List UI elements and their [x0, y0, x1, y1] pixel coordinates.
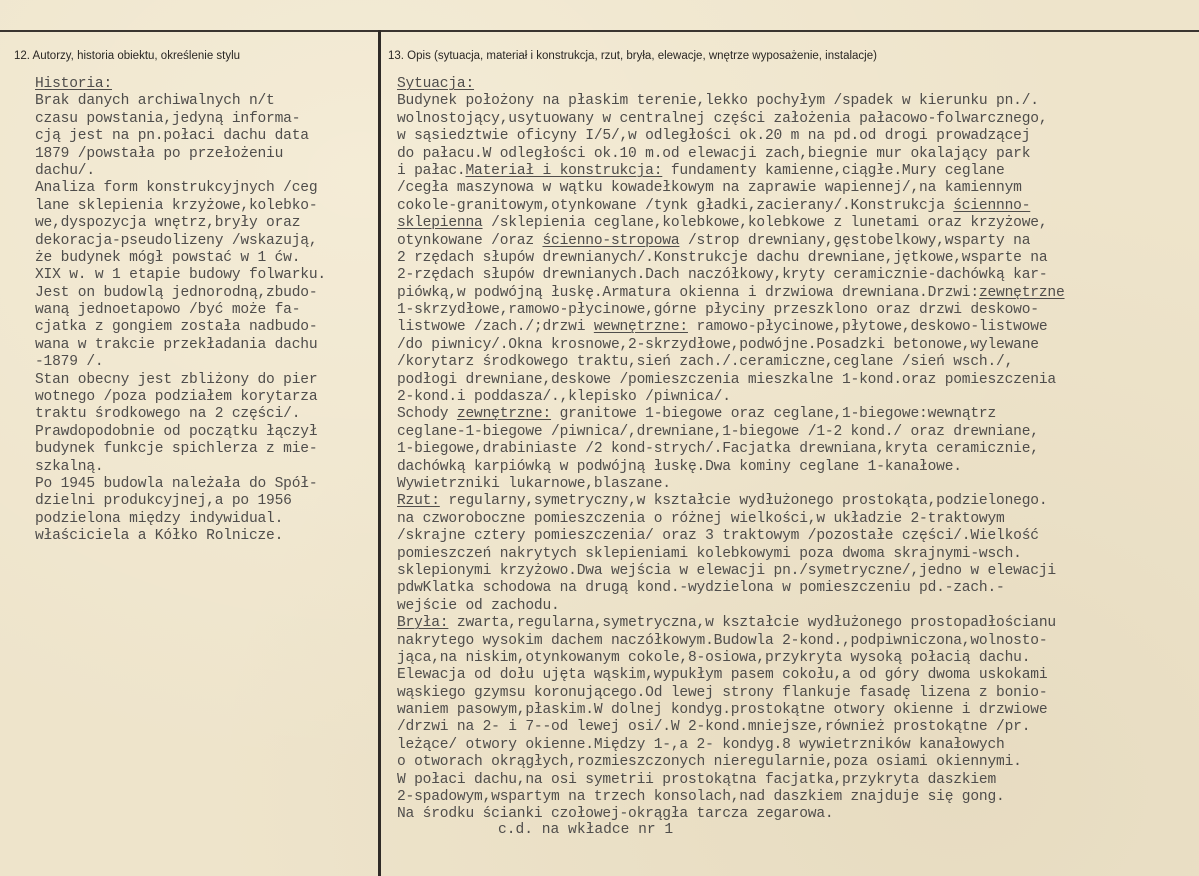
text-segment: o otworach okrągłych,rozmieszczonych nieregularnie,poza osiami okiennymi. — [397, 754, 1022, 771]
text-line — [35, 128, 373, 145]
underlined-heading: Historia: — [35, 76, 113, 92]
text-line — [397, 354, 1197, 371]
text-segment: cokole-granitowym,otynkowane /tynk gładki,zacierany/.Konstrukcja — [397, 197, 954, 214]
text-line — [35, 146, 373, 163]
text-segment: piówką,w podwójną łuskę.Armatura okienna i drzwiowa drewniana.Drzwi: — [397, 284, 979, 301]
text-segment: sklepionymi krzyżowo.Dwa wejścia w elewacji pn./symetryczne/,jedno w elewacji — [397, 562, 1056, 579]
text-segment: budynek funkcje spichlerza z mie- — [35, 441, 318, 458]
text-segment: wąskiego gzymsu koronującego.Od lewej strony flankuje fasadę lizena z bonio- — [397, 684, 1048, 701]
text-line — [35, 93, 373, 110]
text-segment: Budynek położony na płaskim terenie,lekko pochyłym /spadek w kierunku pn./. — [397, 93, 1039, 110]
text-line — [35, 215, 373, 232]
text-segment: Schody — [397, 406, 457, 423]
underlined-heading: Sytuacja: — [397, 76, 475, 92]
text-line — [397, 528, 1197, 545]
underlined-heading: zewnętrzne: — [456, 406, 552, 423]
text-line — [397, 198, 1197, 215]
text-line — [35, 406, 373, 423]
section-header-description: 13. Opis (sytuacja, materiał i konstrukcja, rzut, bryła, elewacje, wnętrze wyposażenie, instalacje) — [388, 50, 877, 62]
text-line — [397, 389, 1197, 406]
text-segment: cją jest na pn.połaci dachu data — [35, 128, 309, 145]
text-line — [397, 615, 1197, 632]
underlined-heading: Rzut: — [397, 493, 440, 510]
text-segment: cjatka z gongiem została nadbudo- — [35, 319, 318, 336]
text-line — [35, 354, 373, 371]
text-segment: 2-kond.i poddasza/.,klepisko /piwnica/. — [397, 389, 731, 406]
text-segment: -1879 /. — [35, 354, 104, 371]
text-segment: właściciela a Kółko Rolnicze. — [35, 528, 284, 545]
text-segment: 1-skrzydłowe,ramowo-płycinowe,górne płyciny przeszklono oraz drzwi deskowo- — [397, 302, 1039, 319]
text-segment: pomieszczeń nakrytych sklepieniami kolebkowymi poza dwoma skrajnymi-wsch. — [397, 545, 1022, 562]
text-line — [397, 93, 1197, 110]
text-segment: otynkowane /oraz — [397, 232, 543, 249]
text-line — [35, 285, 373, 302]
continuation-note: c.d. na wkładce nr 1 — [498, 822, 674, 838]
header-rule — [0, 30, 1199, 32]
underlined-heading: Materiał i konstrukcja: — [465, 162, 663, 179]
underlined-heading: ściennno- — [953, 197, 1031, 214]
text-line — [397, 424, 1197, 441]
text-segment: Po 1945 budowla należała do Spół- — [35, 475, 318, 492]
text-segment: regularny,symetryczny,w kształcie wydłużonego prostokąta,podzielonego. — [439, 493, 1048, 510]
text-segment: wana w trakcie przekładania dachu — [35, 336, 318, 353]
text-line — [397, 319, 1197, 336]
text-segment: w sąsiedztwie oficyny I/5/,w odległości ok.20 m na pd.od drogi prowadzącej — [397, 128, 1031, 145]
text-line — [397, 667, 1197, 684]
text-line — [35, 337, 373, 354]
text-segment: fundamenty kamienne,ciągłe.Mury ceglane — [662, 162, 1005, 179]
text-segment: ceglane-1-biegowe /piwnica/,drewniane,1-biegowe /1-2 kond./ oraz drewniane, — [397, 423, 1039, 440]
text-line — [397, 128, 1197, 145]
text-segment: 2-rzędach słupów drewnianych.Dach naczółkowy,kryty ceramicznie-dachówką kar- — [397, 267, 1048, 284]
description-text — [397, 76, 1197, 824]
text-segment: traktu środkowego na 2 części/. — [35, 406, 301, 423]
text-segment: 2-spadowym,wspartym na trzech konsolach,nad daszkiem znajduje się gong. — [397, 789, 1005, 806]
text-segment: /skrajne cztery pomieszczenia/ oraz 3 traktowym /pozostałe części/.Wielkość — [397, 528, 1039, 545]
text-segment: Analiza form konstrukcyjnych /ceg — [35, 180, 318, 197]
text-segment: Na środku ścianki czołowej-okrągła tarcza zegarowa. — [397, 806, 834, 823]
text-segment: lane sklepienia krzyżowe,kolebko- — [35, 197, 318, 214]
text-line — [397, 111, 1197, 128]
text-line — [397, 163, 1197, 180]
text-segment: dachu/. — [35, 162, 95, 179]
text-line — [35, 319, 373, 336]
text-line — [35, 372, 373, 389]
text-line — [397, 719, 1197, 736]
text-line — [397, 563, 1197, 580]
text-segment: Jest on budowlą jednorodną,zbudo- — [35, 284, 318, 301]
text-segment: Elewacja od dołu ujęta wąskim,wypukłym pasem cokołu,a od góry dwoma uskokami — [397, 667, 1048, 684]
text-line — [397, 406, 1197, 423]
text-line — [35, 493, 373, 510]
text-line — [35, 389, 373, 406]
text-line — [35, 163, 373, 180]
text-line — [35, 250, 373, 267]
text-segment: 1-biegowe,drabiniaste /2 kond-strych/.Facjatka drewniana,kryta ceramicznie, — [397, 441, 1039, 458]
text-line — [397, 511, 1197, 528]
text-segment: i pałac. — [397, 162, 466, 179]
text-line — [397, 372, 1197, 389]
text-segment: jąca,na niskim,otynkowanym cokole,8-osiowa,przykryta wysoką połacią dachu. — [397, 649, 1031, 666]
text-segment: /cegła maszynowa w wątku kowadełkowym na zaprawie wapiennej/,na kamiennym — [397, 180, 1022, 197]
text-line — [397, 685, 1197, 702]
text-segment: /korytarz środkowego traktu,sień zach./.ceramiczne,ceglane /sień wsch./, — [397, 354, 1014, 371]
text-line — [397, 476, 1197, 493]
underlined-heading: Bryła: — [397, 615, 449, 632]
text-line — [35, 233, 373, 250]
text-line — [35, 111, 373, 128]
text-segment: dachówką karpiówką w podwójną łuskę.Dwa kominy ceglane 1-kanałowe. — [397, 458, 962, 475]
text-segment: Wywietrzniki lukarnowe,blaszane. — [397, 475, 671, 492]
text-segment: do pałacu.W odległości ok.10 m.od elewacji zach,biegnie mur okalający park — [397, 145, 1031, 162]
text-segment: waną jednoetapowo /być może fa- — [35, 302, 301, 319]
text-segment: Brak danych archiwalnych n/t — [35, 93, 275, 110]
text-segment: 1879 /powstała po przełożeniu — [35, 145, 284, 162]
text-segment: nakrytego wysokim dachem naczółkowym.Budowla 2-kond.,podpiwniczona,wolnosto- — [397, 632, 1048, 649]
underlined-heading: zewnętrzne — [978, 284, 1065, 301]
text-segment: XIX w. w 1 etapie budowy folwarku. — [35, 267, 326, 284]
text-line — [397, 789, 1197, 806]
text-segment: zwarta,regularna,symetryczna,w kształcie wydłużonego prostopadłościanu — [448, 615, 1056, 632]
text-line — [35, 180, 373, 197]
text-line — [397, 215, 1197, 232]
text-line — [397, 633, 1197, 650]
text-line — [35, 441, 373, 458]
text-line — [397, 546, 1197, 563]
text-segment: wejście od zachodu. — [397, 597, 560, 614]
history-text — [35, 76, 373, 546]
underlined-heading: ścienno-stropowa — [542, 232, 680, 249]
text-segment: granitowe 1-biegowe oraz ceglane,1-biegowe:wewnątrz — [551, 406, 997, 423]
underlined-heading: sklepienna — [397, 215, 483, 232]
text-line — [35, 302, 373, 319]
text-segment: W połaci dachu,na osi symetrii prostokątna facjatka,przykryta daszkiem — [397, 771, 997, 788]
text-segment: czasu powstania,jedyną informa- — [35, 110, 301, 127]
text-segment: /do piwnicy/.Okna krosnowe,2-skrzydłowe,podwójne.Posadzki betonowe,wylewane — [397, 336, 1039, 353]
text-line — [397, 441, 1197, 458]
text-segment: Stan obecny jest zbliżony do pier — [35, 371, 318, 388]
text-line — [35, 528, 373, 545]
text-segment: /strop drewniany,gęstobelkowy,wsparty na — [679, 232, 1031, 249]
text-line — [397, 754, 1197, 771]
text-segment: listwowe /zach./;drzwi — [397, 319, 594, 336]
text-segment: wotnego /poza podziałem korytarza — [35, 389, 318, 406]
text-segment: waniem pasowym,płaskim.W dolnej kondyg.prostokątne otwory okienne i drzwiowe — [397, 702, 1048, 719]
text-segment: podzielona między indywidual. — [35, 510, 284, 527]
text-line — [35, 267, 373, 284]
text-segment: 2 rzędach słupów drewnianych/.Konstrukcje dachu drewniane,jętkowe,wsparte na — [397, 249, 1048, 266]
text-segment: ramowo-płycinowe,płytowe,deskowo-listwowe — [687, 319, 1048, 336]
text-line — [397, 580, 1197, 597]
text-line — [397, 772, 1197, 789]
text-segment: pdwKlatka schodowa na drugą kond.-wydzielona w pomieszczeniu pd.-zach.- — [397, 580, 1005, 597]
text-line — [397, 146, 1197, 163]
text-segment: że budynek mógł powstać w 1 ćw. — [35, 249, 301, 266]
text-line — [35, 198, 373, 215]
text-line — [397, 650, 1197, 667]
text-segment: /sklepienia ceglane,kolebkowe,kolebkowe z lunetami oraz krzyżowe, — [482, 215, 1048, 232]
text-line — [35, 476, 373, 493]
text-segment: dzielni produkcyjnej,a po 1956 — [35, 493, 292, 510]
text-segment: wolnostojący,usytuowany w centralnej części założenia pałacowo-folwarcznego, — [397, 110, 1048, 127]
text-line — [35, 511, 373, 528]
section-header-history: 12. Autorzy, historia obiektu, określenie stylu — [14, 50, 241, 62]
text-segment: we,dyspozycja wnętrz,bryły oraz — [35, 215, 301, 232]
text-segment: na czworoboczne pomieszczenia o różnej wielkości,w układzie 2-traktowym — [397, 510, 1005, 527]
text-segment: Prawdopodobnie od początku łączył — [35, 423, 318, 440]
text-line — [35, 459, 373, 476]
text-line — [397, 76, 1197, 93]
text-line — [397, 598, 1197, 615]
text-line — [35, 76, 373, 93]
text-line — [397, 459, 1197, 476]
text-line — [397, 302, 1197, 319]
text-line — [397, 337, 1197, 354]
text-line — [397, 267, 1197, 284]
text-segment: leżące/ otwory okienne.Między 1-,a 2- kondyg.8 wywietrzników kanałowych — [397, 736, 1005, 753]
text-segment: szkalną. — [35, 458, 104, 475]
text-line — [397, 493, 1197, 510]
text-line — [397, 250, 1197, 267]
text-line — [397, 285, 1197, 302]
text-segment: /drzwi na 2- i 7--od lewej osi/.W 2-kond.mniejsze,również prostokątne /pr. — [397, 719, 1031, 736]
underlined-heading: wewnętrzne: — [593, 319, 688, 336]
column-divider — [378, 30, 381, 876]
text-line — [397, 737, 1197, 754]
text-line — [397, 702, 1197, 719]
text-segment: podłogi drewniane,deskowe /pomieszczenia mieszkalne 1-kond.oraz pomieszczenia — [397, 371, 1056, 388]
text-line — [397, 233, 1197, 250]
text-segment: dekoracja-pseudolizeny /wskazują, — [35, 232, 318, 249]
text-line — [35, 424, 373, 441]
text-line — [397, 180, 1197, 197]
